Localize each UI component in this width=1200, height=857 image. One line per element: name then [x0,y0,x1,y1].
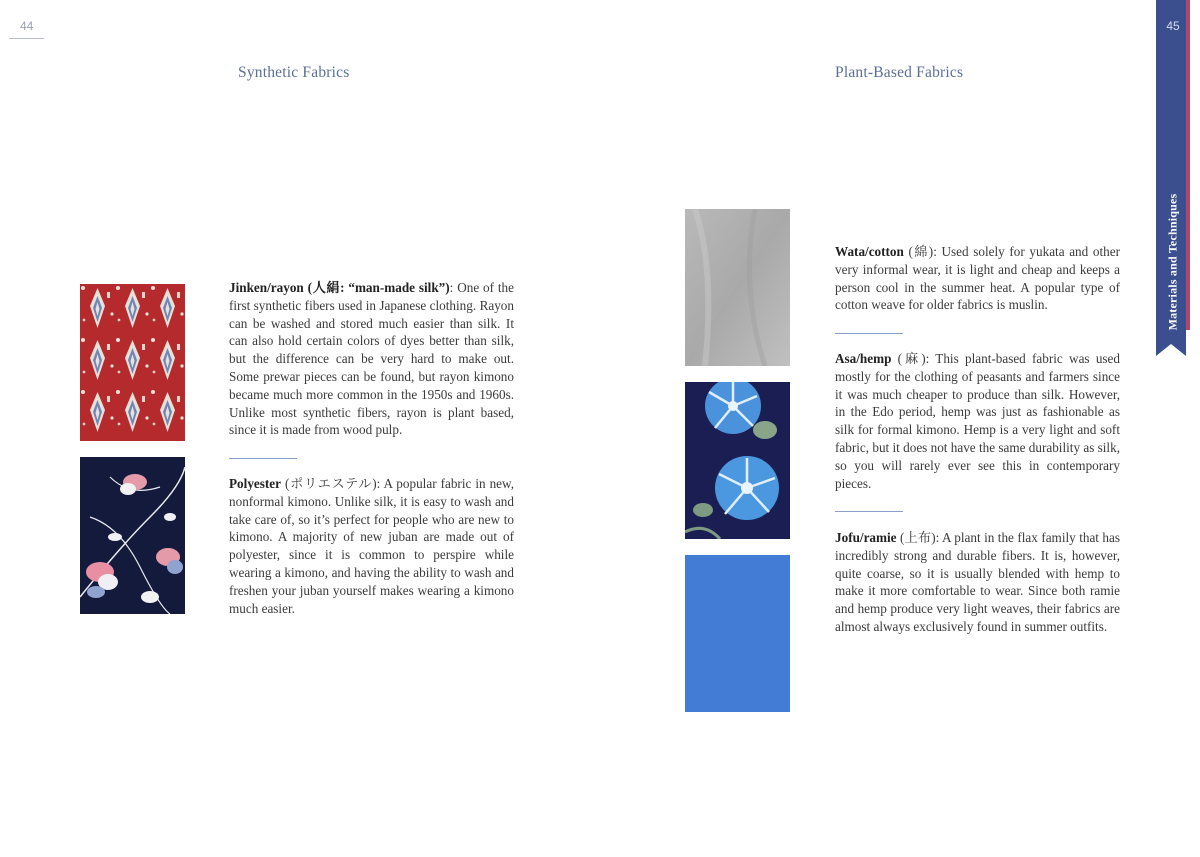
entry-polyester-detail: (ポリエステル) [281,476,377,491]
entry-polyester-term: Polyester [229,476,281,491]
chapter-tab-label: Materials and Techniques [1165,193,1180,331]
polyester-fabric-swatch [80,457,185,614]
entry-ramie-desc: : A plant in the flax family that has incredibly strong and durable fibers. It is, however, quite coarse, so it is usually blended with hemp to make it more comfortable to wear. Since both ramie and hemp produce very light weaves, their fabrics are almost always exclusively found in summer outfits. [835,530,1120,634]
entry-rayon-term: Jinken/rayon [229,280,304,295]
entry-cotton-detail: (綿) [903,244,934,259]
entry-polyester [229,475,514,617]
section-title-plant: Plant-Based Fabrics [835,64,964,81]
page-number-left: 44 [20,19,34,33]
entry-cotton [835,243,1120,314]
page-number-right: 45 [1166,19,1180,33]
divider-rule [229,458,297,459]
section-title-synthetic: Synthetic Fabrics [238,64,350,81]
ramie-fabric-swatch [685,555,790,712]
entry-rayon [229,279,514,439]
entry-cotton-desc: : Used solely for yukata and other very informal wear, it is light and cheap and keeps a person cool in the summer heat. A popular type of cotton weave for older fabrics is muslin. [835,244,1120,313]
entry-ramie-detail: (上布) [896,530,936,545]
entry-hemp [835,350,1120,492]
entry-ramie-term: Jofu/ramie [835,530,897,545]
divider-rule [835,333,903,334]
entry-ramie [835,529,1120,636]
divider-rule [835,511,903,512]
hemp-fabric-swatch [685,382,790,539]
entry-hemp-term: Asa/hemp [835,351,892,366]
page-number-rule [9,38,44,39]
entry-hemp-detail: (麻) [891,351,926,366]
entry-rayon-desc: : One of the first synthetic fibers used in Japanese clothing. Rayon can be washed and stored much easier than silk. It can also hold certain colors of dyes better than silk, but the difference can be very hard to make out. Some prewar pieces can be found, but rayon kimono became much more common in the 1950s and 1960s. Unlike most synthetic fibers, rayon is plant based, since it is made from wood pulp. [229,280,515,438]
entry-rayon-detail: (人絹: “man-made silk”) [303,280,450,295]
entry-cotton-term: Wata/cotton [835,244,904,259]
entry-polyester-desc: : A popular fabric in new, nonformal kimono. Unlike silk, it is easy to wash and take care of, so it’s perfect for people who are new to kimono. A majority of new juban are made out of polyester, since it is common to perspire while wearing a kimono, and having the ability to wash and freshen your juban yourself makes wearing a kimono much easier. [229,476,514,616]
cotton-fabric-swatch [685,209,790,366]
rayon-fabric-swatch [80,284,185,441]
entry-hemp-desc: : This plant-based fabric was used mostly for the clothing of peasants and farmers since it was much cheaper to produce than silk. However, in the Edo period, hemp was just as fashionable as silk for formal kimono. Hemp is a very light and soft fabric, but it does not have the same durability as silk, so you will rarely ever see this in contemporary pieces. [835,351,1120,491]
